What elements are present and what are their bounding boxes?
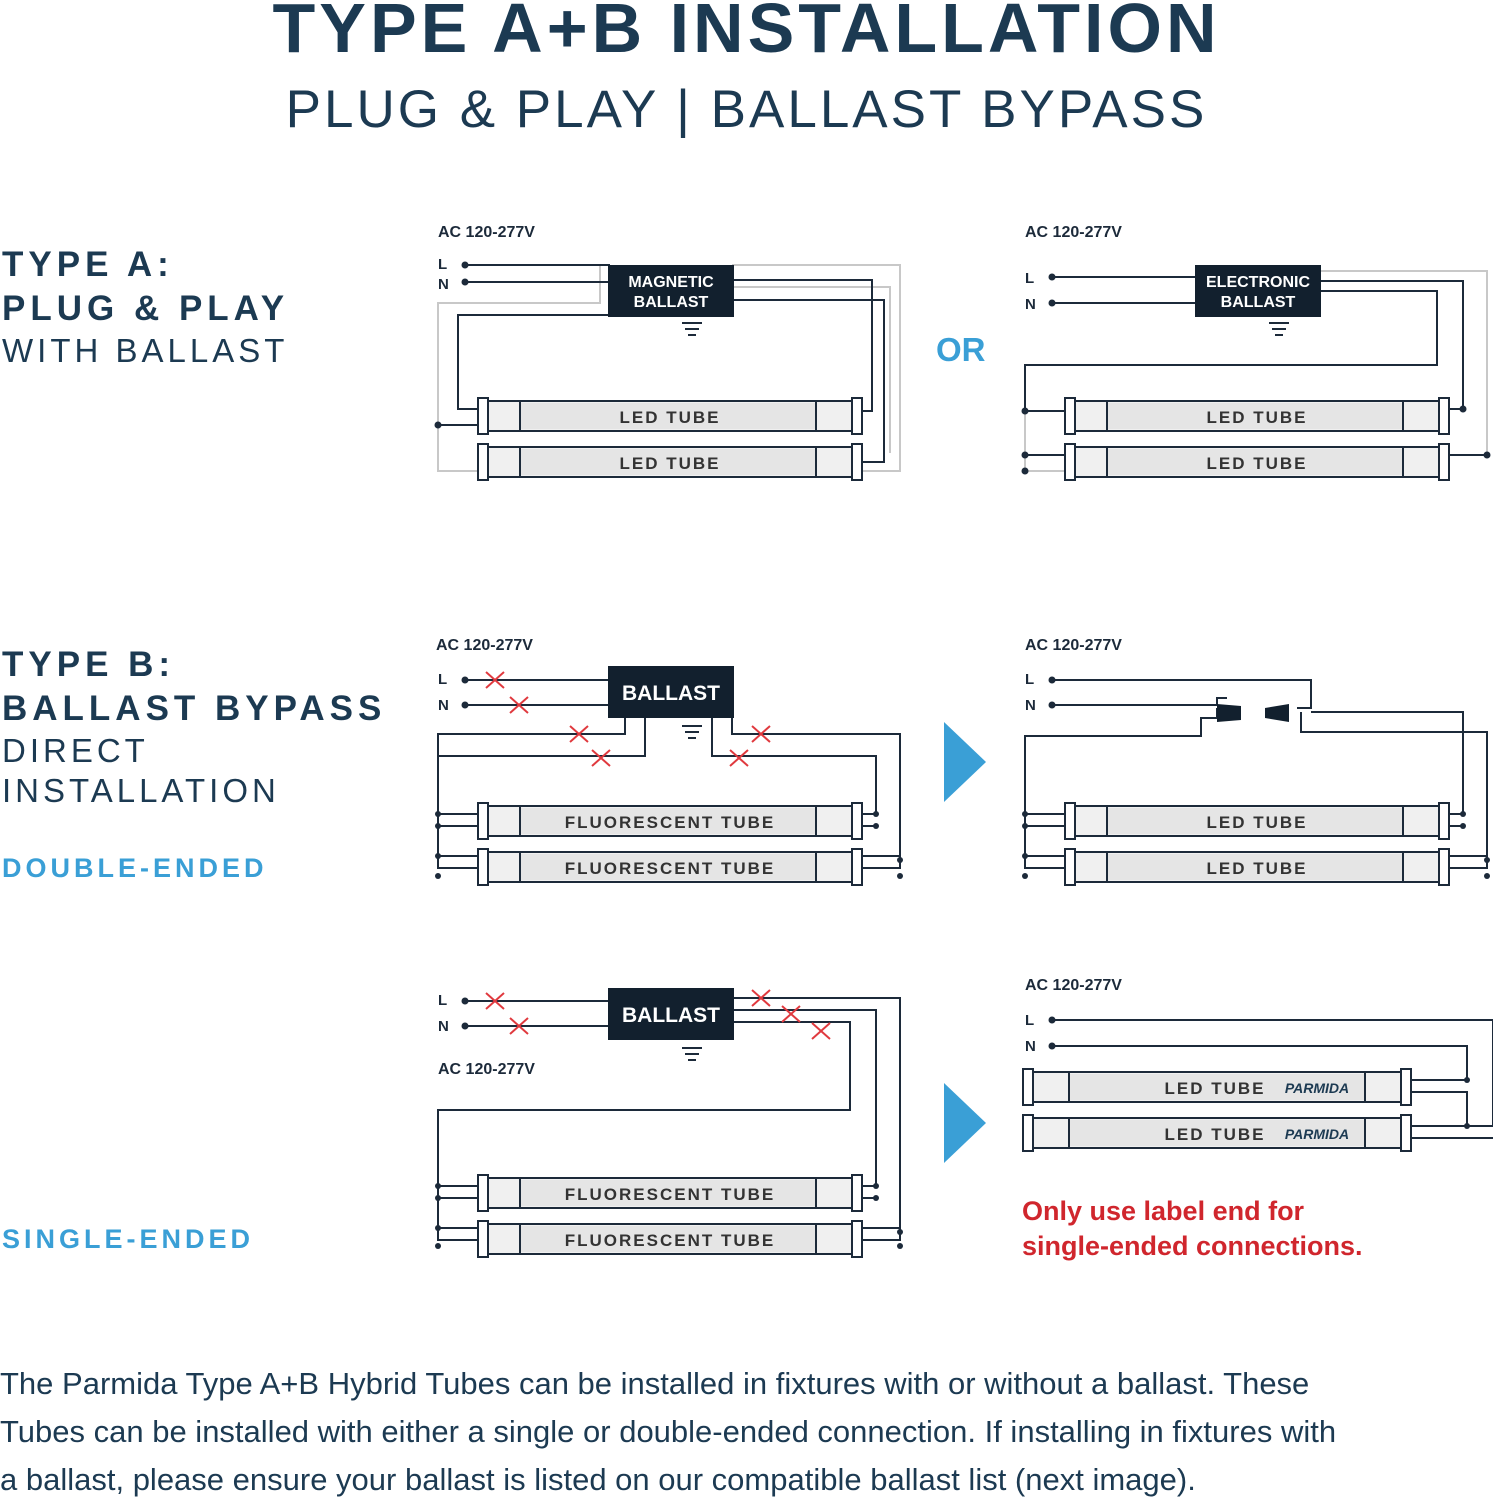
or-label: OR (936, 331, 986, 368)
junction (435, 1183, 441, 1189)
line-n-label: N (438, 1018, 449, 1035)
junction (897, 857, 903, 863)
diagram-electronic-ballast (1005, 215, 1493, 495)
wiring (1025, 680, 1487, 868)
description-line2: Tubes can be installed with either a single or double-ended connection. If installing in fixtures with (0, 1414, 1337, 1449)
tube (1023, 1115, 1411, 1151)
ballast-label-2: BALLAST (633, 294, 709, 311)
diagram-double-ended-after (1005, 628, 1493, 893)
type-a-heading (2, 243, 289, 371)
ballast-label-1: MAGNETIC (628, 274, 714, 291)
right-arrow-icon (944, 722, 986, 802)
junction (1022, 823, 1028, 829)
ground-icon (682, 726, 702, 738)
line-n-label: N (1025, 296, 1036, 313)
svg-text:FLUORESCENT TUBE: FLUORESCENT TUBE (564, 813, 776, 832)
terminal-l (1049, 1017, 1056, 1024)
voltage-label: AC 120-277V (1025, 224, 1122, 241)
voltage-label: AC 120-277V (1025, 977, 1122, 994)
ground-icon (682, 1048, 702, 1060)
svg-text:LED TUBE: LED TUBE (619, 454, 721, 473)
terminal-l (462, 677, 469, 684)
type-a-line2: PLUG & PLAY (2, 289, 290, 328)
voltage-label: AC 120-277V (438, 1061, 535, 1078)
type-b-heading (2, 643, 386, 811)
junction (1022, 853, 1028, 859)
diagram-magnetic-ballast (420, 215, 920, 495)
double-ended-label: DOUBLE-ENDED (2, 853, 268, 883)
type-b-line1: TYPE B: (2, 645, 176, 684)
junction (873, 1183, 879, 1189)
junction (1484, 873, 1490, 879)
junction (1464, 1123, 1470, 1129)
line-n-label: N (438, 697, 449, 714)
tube (1023, 1069, 1411, 1105)
ballast-label-2: BALLAST (1220, 294, 1296, 311)
terminal-n (462, 702, 469, 709)
junction (435, 853, 441, 859)
terminal-n (1049, 1043, 1056, 1050)
tube (478, 1175, 862, 1211)
description-line3: a ballast, please ensure your ballast is listed on our compatible ballast list (next image). (0, 1462, 1196, 1497)
type-a-line3: WITH BALLAST (2, 332, 289, 369)
junction (897, 1243, 903, 1249)
brand-logo: PARMIDA (1284, 1080, 1350, 1096)
type-b-line4: INSTALLATION (2, 772, 280, 809)
line-l-label: L (438, 256, 448, 273)
terminal-l (1049, 274, 1056, 281)
ballast-label: BALLAST (622, 682, 720, 705)
junction (1022, 452, 1029, 459)
single-ended-warning (1022, 1194, 1363, 1264)
line-n-label: N (438, 276, 449, 293)
ground-icon (682, 323, 702, 335)
type-b-line2: BALLAST BYPASS (2, 689, 387, 728)
tube (478, 803, 862, 839)
svg-text:LED TUBE: LED TUBE (1206, 408, 1308, 427)
warning-line1: Only use label end for (1022, 1196, 1305, 1226)
voltage-label: AC 120-277V (438, 224, 535, 241)
connector-icon (1265, 704, 1289, 722)
junction (435, 1243, 441, 1249)
right-arrow-icon (944, 1083, 986, 1163)
description-text (0, 1360, 1493, 1504)
terminal-n (1049, 300, 1056, 307)
line-l-label: L (1025, 270, 1035, 287)
brand-logo: PARMIDA (1284, 1126, 1350, 1142)
svg-text:LED TUBE: LED TUBE (619, 408, 721, 427)
junction (1460, 811, 1466, 817)
junction (435, 823, 441, 829)
junction (1022, 811, 1028, 817)
tube (478, 444, 862, 480)
page-title: TYPE A+B INSTALLATION (272, 0, 1221, 67)
tube (478, 1221, 862, 1257)
junction (1464, 1077, 1470, 1083)
svg-text:LED TUBE: LED TUBE (1164, 1125, 1266, 1144)
terminal-l (1049, 677, 1056, 684)
tube (1065, 803, 1449, 839)
diagram-double-ended-before (420, 628, 920, 893)
junction (435, 1195, 441, 1201)
tube (1065, 849, 1449, 885)
ballast-label: BALLAST (622, 1004, 720, 1027)
svg-text:FLUORESCENT TUBE: FLUORESCENT TUBE (564, 1231, 776, 1250)
terminal-l (462, 998, 469, 1005)
junction (1460, 823, 1466, 829)
line-l-label: L (1025, 671, 1035, 688)
junction (873, 823, 879, 829)
svg-text:LED TUBE: LED TUBE (1206, 454, 1308, 473)
svg-text:LED TUBE: LED TUBE (1206, 813, 1308, 832)
svg-text:FLUORESCENT TUBE: FLUORESCENT TUBE (564, 1185, 776, 1204)
terminal-n (462, 279, 469, 286)
terminal-n (1049, 702, 1056, 709)
junction (435, 422, 442, 429)
line-l-label: L (438, 992, 448, 1009)
junction (435, 1225, 441, 1231)
junction (1460, 406, 1467, 413)
type-b-line3: DIRECT (2, 732, 149, 769)
junction (435, 811, 441, 817)
diagram-single-ended-before (420, 980, 920, 1260)
svg-text:LED TUBE: LED TUBE (1206, 859, 1308, 878)
junction (435, 873, 441, 879)
junction (873, 811, 879, 817)
junction (897, 1229, 903, 1235)
line-n-label: N (1025, 1038, 1036, 1055)
connector-icon (1217, 704, 1241, 722)
junction (897, 873, 903, 879)
tube (1065, 444, 1449, 480)
junction (1022, 468, 1029, 475)
junction (873, 1195, 879, 1201)
type-a-line1: TYPE A: (2, 245, 174, 284)
voltage-label: AC 120-277V (436, 637, 533, 654)
svg-text:FLUORESCENT TUBE: FLUORESCENT TUBE (564, 859, 776, 878)
single-ended-label: SINGLE-ENDED (2, 1224, 255, 1254)
junction (1484, 857, 1490, 863)
page-subtitle: PLUG & PLAY | BALLAST BYPASS (285, 80, 1208, 139)
line-n-label: N (1025, 697, 1036, 714)
line-l-label: L (1025, 1012, 1035, 1029)
tube (478, 849, 862, 885)
tube (478, 398, 862, 434)
terminal-l (462, 262, 469, 269)
tube (1065, 398, 1449, 434)
voltage-label: AC 120-277V (1025, 637, 1122, 654)
description-line1: The Parmida Type A+B Hybrid Tubes can be installed in fixtures with or without a ballast. These (0, 1366, 1310, 1401)
ballast-label-1: ELECTRONIC (1206, 274, 1310, 291)
ground-icon (1269, 323, 1289, 335)
line-l-label: L (438, 671, 448, 688)
junction (1022, 873, 1028, 879)
junction (1022, 408, 1029, 415)
diagram-single-ended-after (1005, 968, 1493, 1168)
warning-line2: single-ended connections. (1022, 1231, 1363, 1261)
terminal-n (462, 1023, 469, 1030)
junction (1484, 452, 1491, 459)
svg-text:LED TUBE: LED TUBE (1164, 1079, 1266, 1098)
